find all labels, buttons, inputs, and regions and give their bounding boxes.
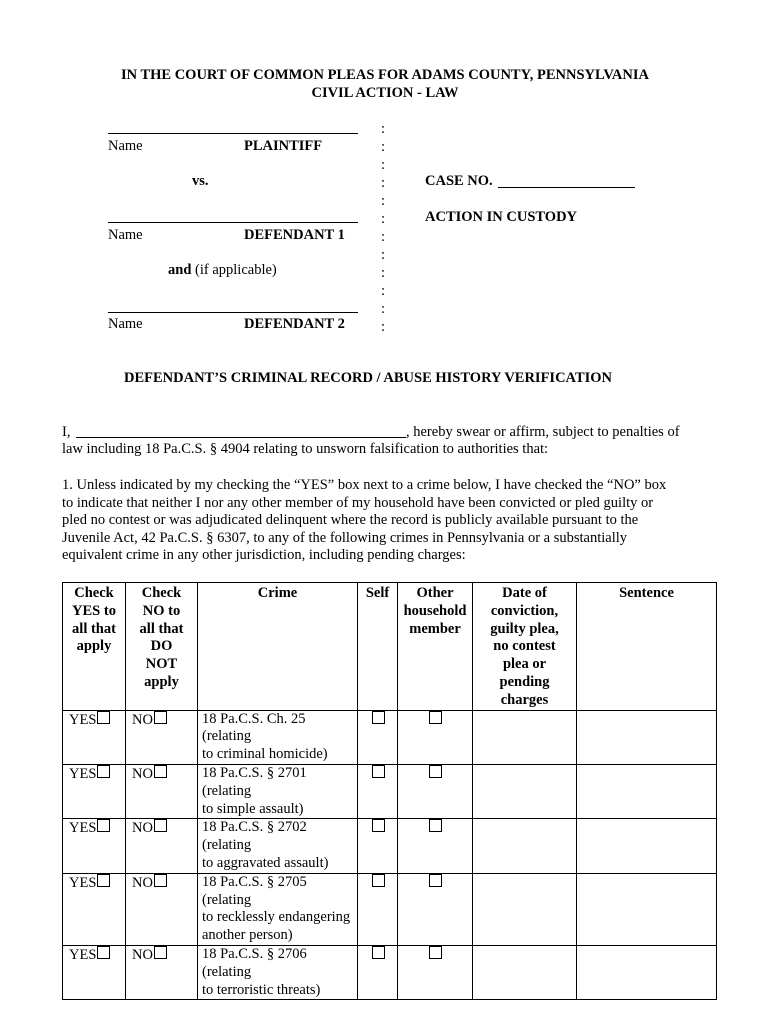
instruction-line: equivalent crime in any other jurisdiction, including pending charges: xyxy=(62,547,466,564)
crimes-table xyxy=(62,582,717,1000)
no-cell: NO xyxy=(126,819,198,873)
date-cell[interactable] xyxy=(473,710,577,764)
case-no-label: CASE NO. xyxy=(425,173,493,189)
plaintiff-label: PLAINTIFF xyxy=(244,138,323,154)
colon: : xyxy=(380,283,386,299)
defendant2-name-line[interactable] xyxy=(108,312,358,313)
colon: : xyxy=(380,211,386,227)
no-cell: NO xyxy=(126,873,198,945)
header-crime: Crime xyxy=(198,583,358,711)
table-row xyxy=(63,945,717,999)
defendant2-name-label: Name xyxy=(108,316,143,332)
no-checkbox[interactable] xyxy=(154,819,167,832)
header-check-no: Check NO to all that DO NOT apply xyxy=(126,583,198,711)
sentence-cell[interactable] xyxy=(577,764,717,818)
date-cell[interactable] xyxy=(473,764,577,818)
date-cell[interactable] xyxy=(473,945,577,999)
self-cell xyxy=(358,764,398,818)
self-checkbox[interactable] xyxy=(372,711,385,724)
self-cell xyxy=(358,873,398,945)
self-checkbox[interactable] xyxy=(372,946,385,959)
self-cell xyxy=(358,710,398,764)
table-row xyxy=(63,873,717,945)
instruction-line: 1. Unless indicated by my checking the “YES” box next to a crime below, I have checked the “NO” box xyxy=(62,477,667,493)
other-cell xyxy=(398,764,473,818)
other-household-checkbox[interactable] xyxy=(429,946,442,959)
form-title: DEFENDANT’S CRIMINAL RECORD / ABUSE HISTORY VERIFICATION xyxy=(124,370,613,386)
header-date: Date of conviction, guilty plea, no contest plea or pending charges xyxy=(473,583,577,711)
colon: : xyxy=(380,175,386,191)
defendant2-label: DEFENDANT 2 xyxy=(244,316,345,332)
plaintiff-name-line[interactable] xyxy=(108,133,358,134)
header-self: Self xyxy=(358,583,398,711)
colon: : xyxy=(380,247,386,263)
sentence-cell[interactable] xyxy=(577,710,717,764)
vs-label: vs. xyxy=(192,173,209,189)
yes-cell: YES xyxy=(63,710,126,764)
and-if-applicable xyxy=(168,262,277,279)
colon: : xyxy=(380,157,386,173)
crime-cell: 18 Pa.C.S. § 2705 (relating to recklessly endangering another person) xyxy=(198,873,358,945)
case-no-field[interactable] xyxy=(498,187,635,188)
crime-cell: 18 Pa.C.S. Ch. 25 (relating to criminal homicide) xyxy=(198,710,358,764)
other-household-checkbox[interactable] xyxy=(429,819,442,832)
instruction-line: pled no contest or was adjudicated delinquent where the record is publicly available pursuant to the xyxy=(62,512,639,529)
table-row xyxy=(63,710,717,764)
crime-cell: 18 Pa.C.S. § 2706 (relating to terroristic threats) xyxy=(198,945,358,999)
header-check-yes: Check YES to all that apply xyxy=(63,583,126,711)
yes-cell: YES xyxy=(63,819,126,873)
yes-checkbox[interactable] xyxy=(97,819,110,832)
crime-cell: 18 Pa.C.S. § 2701 (relating to simple assault) xyxy=(198,764,358,818)
other-cell xyxy=(398,873,473,945)
colon: : xyxy=(380,229,386,245)
table-row xyxy=(63,764,717,818)
other-household-checkbox[interactable] xyxy=(429,711,442,724)
no-checkbox[interactable] xyxy=(154,874,167,887)
no-cell: NO xyxy=(126,764,198,818)
action-line: CIVIL ACTION - LAW xyxy=(311,85,459,101)
table-header-row xyxy=(63,583,717,711)
and-label: and xyxy=(168,262,192,278)
defendant1-name-line[interactable] xyxy=(108,222,358,223)
self-cell xyxy=(358,945,398,999)
other-household-checkbox[interactable] xyxy=(429,874,442,887)
instruction-line: to indicate that neither I nor any other member of my household have been convicted or pled guilty or xyxy=(62,494,654,511)
colon: : xyxy=(380,265,386,281)
crime-cell: 18 Pa.C.S. § 2702 (relating to aggravated assault) xyxy=(198,819,358,873)
action-in-custody: ACTION IN CUSTODY xyxy=(425,209,578,225)
self-cell xyxy=(358,819,398,873)
other-cell xyxy=(398,945,473,999)
defendant1-label: DEFENDANT 1 xyxy=(244,227,345,243)
header-other-household: Other household member xyxy=(398,583,473,711)
other-cell xyxy=(398,710,473,764)
yes-checkbox[interactable] xyxy=(97,711,110,724)
plaintiff-name-label: Name xyxy=(108,138,143,154)
no-cell: NO xyxy=(126,945,198,999)
no-checkbox[interactable] xyxy=(154,711,167,724)
oath-line2: law including 18 Pa.C.S. § 4904 relating to unsworn falsification to authorities that: xyxy=(62,441,549,457)
colon: : xyxy=(380,121,386,137)
yes-cell: YES xyxy=(63,873,126,945)
table-row xyxy=(63,819,717,873)
court-heading xyxy=(0,66,770,102)
colon: : xyxy=(380,193,386,209)
oath-prefix: I, xyxy=(62,424,71,440)
other-household-checkbox[interactable] xyxy=(429,765,442,778)
date-cell[interactable] xyxy=(473,819,577,873)
colon: : xyxy=(380,301,386,317)
sentence-cell[interactable] xyxy=(577,819,717,873)
date-cell[interactable] xyxy=(473,873,577,945)
sentence-cell[interactable] xyxy=(577,873,717,945)
yes-checkbox[interactable] xyxy=(97,765,110,778)
header-sentence: Sentence xyxy=(577,583,717,711)
if-applicable-label: (if applicable) xyxy=(195,262,277,278)
colon: : xyxy=(380,139,386,155)
no-checkbox[interactable] xyxy=(154,946,167,959)
self-checkbox[interactable] xyxy=(372,874,385,887)
court-line: IN THE COURT OF COMMON PLEAS FOR ADAMS COUNTY, PENNSYLVANIA xyxy=(120,67,649,83)
defendant1-name-label: Name xyxy=(108,227,143,243)
yes-checkbox[interactable] xyxy=(97,874,110,887)
yes-cell: YES xyxy=(63,764,126,818)
yes-checkbox[interactable] xyxy=(97,946,110,959)
yes-cell: YES xyxy=(63,945,126,999)
sentence-cell[interactable] xyxy=(577,945,717,999)
self-checkbox[interactable] xyxy=(372,765,385,778)
no-cell: NO xyxy=(126,710,198,764)
instruction-paragraph xyxy=(62,477,712,565)
colon: : xyxy=(380,319,386,335)
no-checkbox[interactable] xyxy=(154,765,167,778)
other-cell xyxy=(398,819,473,873)
declarant-name-field[interactable] xyxy=(76,437,406,438)
oath-suffix: , hereby swear or affirm, subject to penalties of xyxy=(406,424,680,440)
instruction-line: Juvenile Act, 42 Pa.C.S. § 6307, to any of the following crimes in Pennsylvania or a substantially xyxy=(62,529,628,546)
self-checkbox[interactable] xyxy=(372,819,385,832)
